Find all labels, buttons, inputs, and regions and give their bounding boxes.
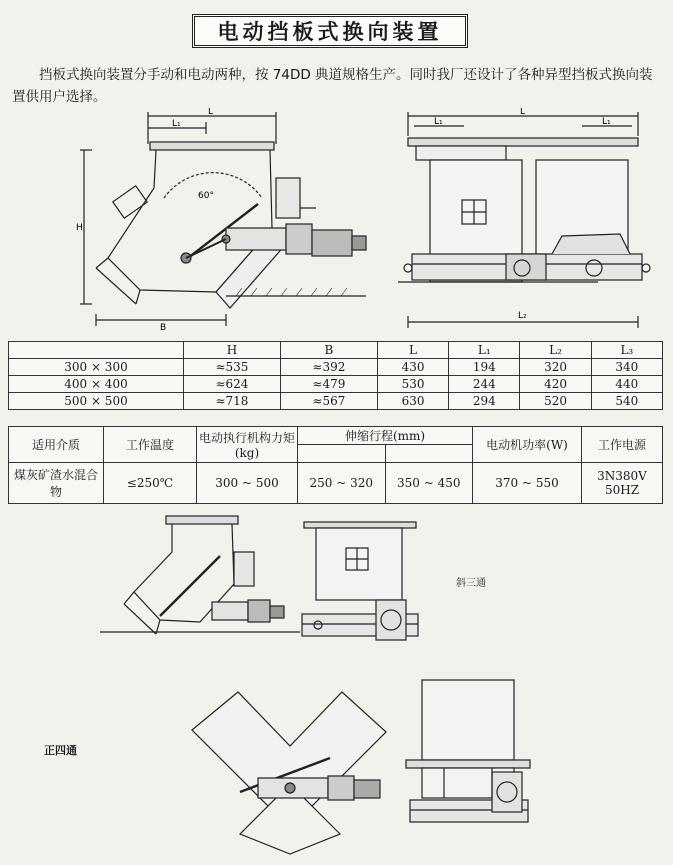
table-cell: 630: [377, 393, 448, 410]
table-header-cell: H: [183, 342, 280, 359]
dim-L: L: [208, 108, 214, 117]
table-row: [9, 393, 663, 410]
table-cell: 530: [377, 376, 448, 393]
value-force: 300 ~ 500: [197, 463, 298, 504]
diverter-side-drawing: [76, 108, 376, 334]
header-medium: 适用介质: [9, 427, 104, 463]
table-cell: 194: [449, 359, 520, 376]
table-header-row: [9, 342, 663, 359]
caption-four-way: 正四通: [44, 744, 77, 757]
table-cell: 500 × 500: [9, 393, 184, 410]
operating-parameters-table: [8, 426, 663, 504]
table-cell: 294: [449, 393, 520, 410]
value-stroke-a: 250 ~ 320: [298, 463, 386, 504]
dim-L-front: L: [520, 108, 526, 117]
table-cell: 520: [520, 393, 591, 410]
header-stroke: 伸缩行程(mm): [298, 427, 473, 445]
table-cell: ≈535: [183, 359, 280, 376]
dim-L1-right: L₁: [602, 117, 611, 127]
header-stroke-sub: [298, 445, 386, 463]
oblique-actuator-drawing: [372, 596, 412, 648]
four-way-diverter-drawing: [180, 688, 400, 858]
caption-oblique-tee: 斜三通: [456, 578, 486, 589]
value-stroke-b: 350 ~ 450: [385, 463, 473, 504]
value-temperature: ≤250℃: [104, 463, 197, 504]
dim-B: B: [160, 323, 167, 333]
table-cell: 540: [591, 393, 662, 410]
value-power: 370 ~ 550: [473, 463, 582, 504]
table-row: [9, 376, 663, 393]
table-cell: 244: [449, 376, 520, 393]
table-header-cell: L₃: [591, 342, 662, 359]
table-cell: ≈624: [183, 376, 280, 393]
header-temperature: 工作温度: [104, 427, 197, 463]
dim-L1-left: L₁: [434, 117, 443, 127]
dim-angle: 60°: [198, 191, 214, 201]
table-header-cell: L: [377, 342, 448, 359]
diverter-front-drawing: [398, 108, 660, 334]
table-cell: 320: [520, 359, 591, 376]
dim-L2: L₂: [518, 311, 527, 321]
value-medium: 煤灰矿渣水混合物: [9, 463, 104, 504]
table-header-cell: L₁: [449, 342, 520, 359]
table-cell: ≈392: [280, 359, 377, 376]
table-cell: 400 × 400: [9, 376, 184, 393]
oblique-diverter-drawing: [100, 512, 300, 662]
intro-paragraph: 挡板式换向装置分手动和电动两种，按 74DD 典道规格生产。同时我厂还设计了各种异型挡板式换向装置供用户选择。: [12, 67, 653, 105]
table-header-cell: B: [280, 342, 377, 359]
table-header-cell: L₂: [520, 342, 591, 359]
table-header-row: [9, 427, 663, 445]
header-supply: 工作电源: [582, 427, 663, 463]
page-title: 电动挡板式换向装置: [192, 14, 468, 48]
four-way-front-drawing: [404, 676, 534, 856]
dim-L1: L₁: [172, 119, 181, 129]
table-cell: 440: [591, 376, 662, 393]
table-cell: ≈718: [183, 393, 280, 410]
table-cell: 420: [520, 376, 591, 393]
table-cell: 340: [591, 359, 662, 376]
table-cell: 430: [377, 359, 448, 376]
table-row: [9, 463, 663, 504]
header-stroke-sub: [385, 445, 473, 463]
table-row: [9, 359, 663, 376]
header-power: 电动机功率(W): [473, 427, 582, 463]
table-cell: 300 × 300: [9, 359, 184, 376]
dimension-table: [8, 341, 663, 410]
value-supply: 3N380V 50HZ: [582, 463, 663, 504]
dim-H: H: [76, 223, 83, 233]
table-cell: ≈567: [280, 393, 377, 410]
table-header-cell: [9, 342, 184, 359]
header-force: 电动执行机构力矩(kg): [197, 427, 298, 463]
table-cell: ≈479: [280, 376, 377, 393]
